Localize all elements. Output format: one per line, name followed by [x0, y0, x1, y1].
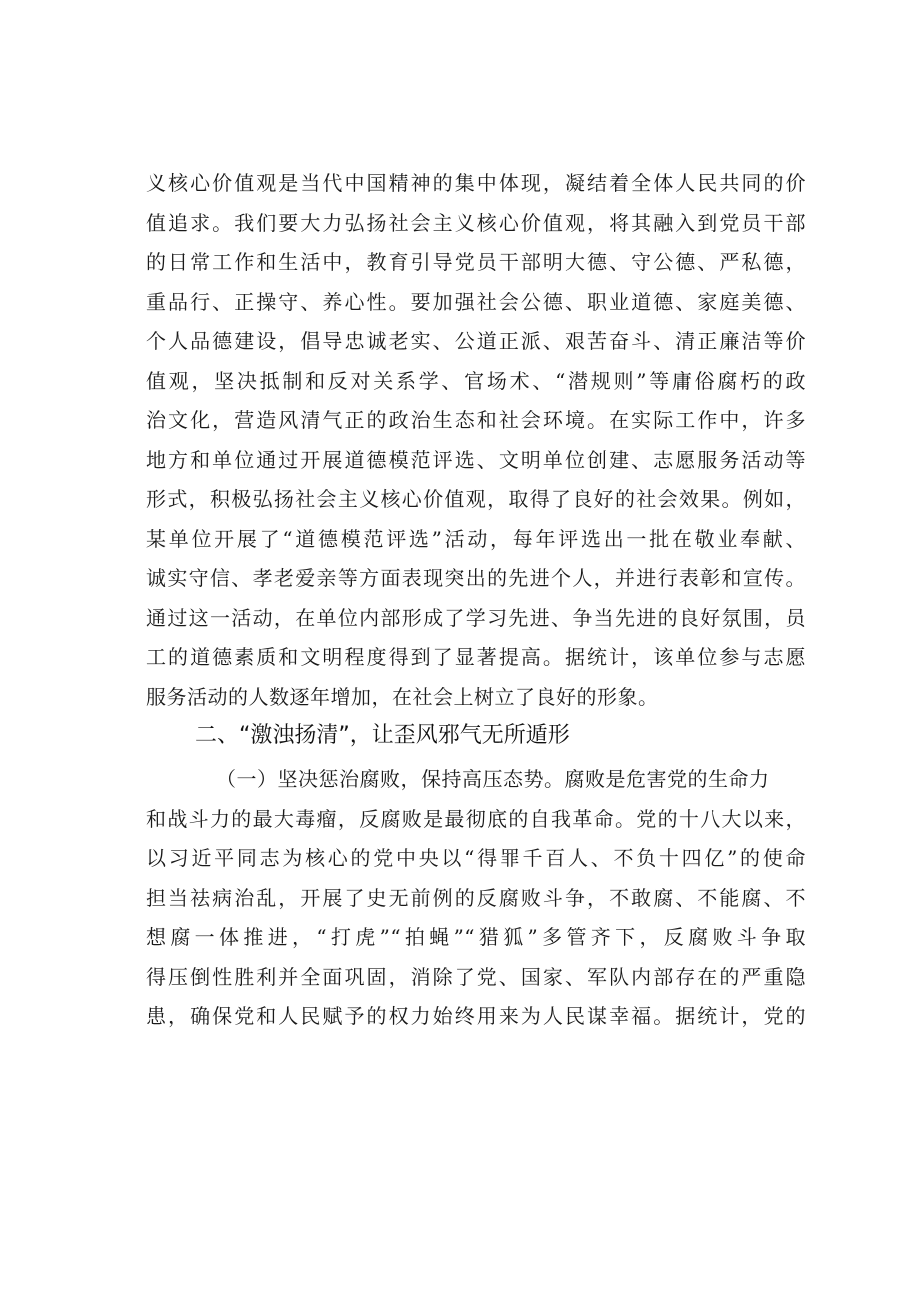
section-heading: 二、“激浊扬清”，让歪风邪气无所遁形 — [195, 723, 570, 748]
body-line: 服务活动的人数逐年增加，在社会上树立了良好的形象。 — [146, 685, 659, 709]
body-line: 以习近平同志为核心的党中央以“得罪千百人、不负十四亿”的使命 — [146, 846, 806, 870]
body-line: 值观，坚决抵制和反对关系学、官场术、“潜规则”等庸俗腐朽的政 — [146, 369, 806, 393]
body-line: （一）坚决惩治腐败，保持高压态势。腐败是危害党的生命力 — [216, 767, 770, 791]
body-line: 诚实守信、孝老爱亲等方面表现突出的先进个人，并进行表彰和宣传。 — [146, 566, 806, 590]
body-line: 工的道德素质和文明程度得到了显著提高。据统计，该单位参与志愿 — [146, 645, 806, 669]
body-line: 形式，积极弘扬社会主义核心价值观，取得了良好的社会效果。例如， — [146, 487, 806, 511]
body-line: 重品行、正操守、养心性。要加强社会公德、职业道德、家庭美德、 — [146, 290, 806, 314]
body-line: 某单位开展了“道德模范评选”活动，每年评选出一批在敬业奉献、 — [146, 527, 806, 551]
body-line: 地方和单位通过开展道德模范评选、文明单位创建、志愿服务活动等 — [146, 448, 806, 472]
body-line: 得压倒性胜利并全面巩固，消除了党、国家、军队内部存在的严重隐 — [146, 965, 806, 989]
body-line: 想腐一体推进，“打虎”“拍蝇”“猎狐”多管齐下，反腐败斗争取 — [146, 925, 806, 949]
body-line: 的日常工作和生活中，教育引导党员干部明大德、守公德、严私德， — [146, 250, 806, 274]
body-line: 治文化，营造风清气正的政治生态和社会环境。在实际工作中，许多 — [146, 408, 806, 432]
body-line: 值追求。我们要大力弘扬社会主义核心价值观，将其融入到党员干部 — [146, 211, 806, 235]
body-line: 患，确保党和人民赋予的权力始终用来为人民谋幸福。据统计，党的 — [146, 1004, 806, 1028]
body-line: 个人品德建设，倡导忠诚老实、公道正派、艰苦奋斗、清正廉洁等价 — [146, 329, 806, 353]
body-line: 义核心价值观是当代中国精神的集中体现，凝结着全体人民共同的价 — [146, 171, 806, 195]
body-line: 通过这一活动，在单位内部形成了学习先进、争当先进的良好氛围，员 — [146, 606, 806, 630]
body-line: 和战斗力的最大毒瘤，反腐败是最彻底的自我革命。党的十八大以来， — [146, 807, 806, 831]
body-line: 担当祛病治乱，开展了史无前例的反腐败斗争，不敢腐、不能腐、不 — [146, 886, 806, 910]
